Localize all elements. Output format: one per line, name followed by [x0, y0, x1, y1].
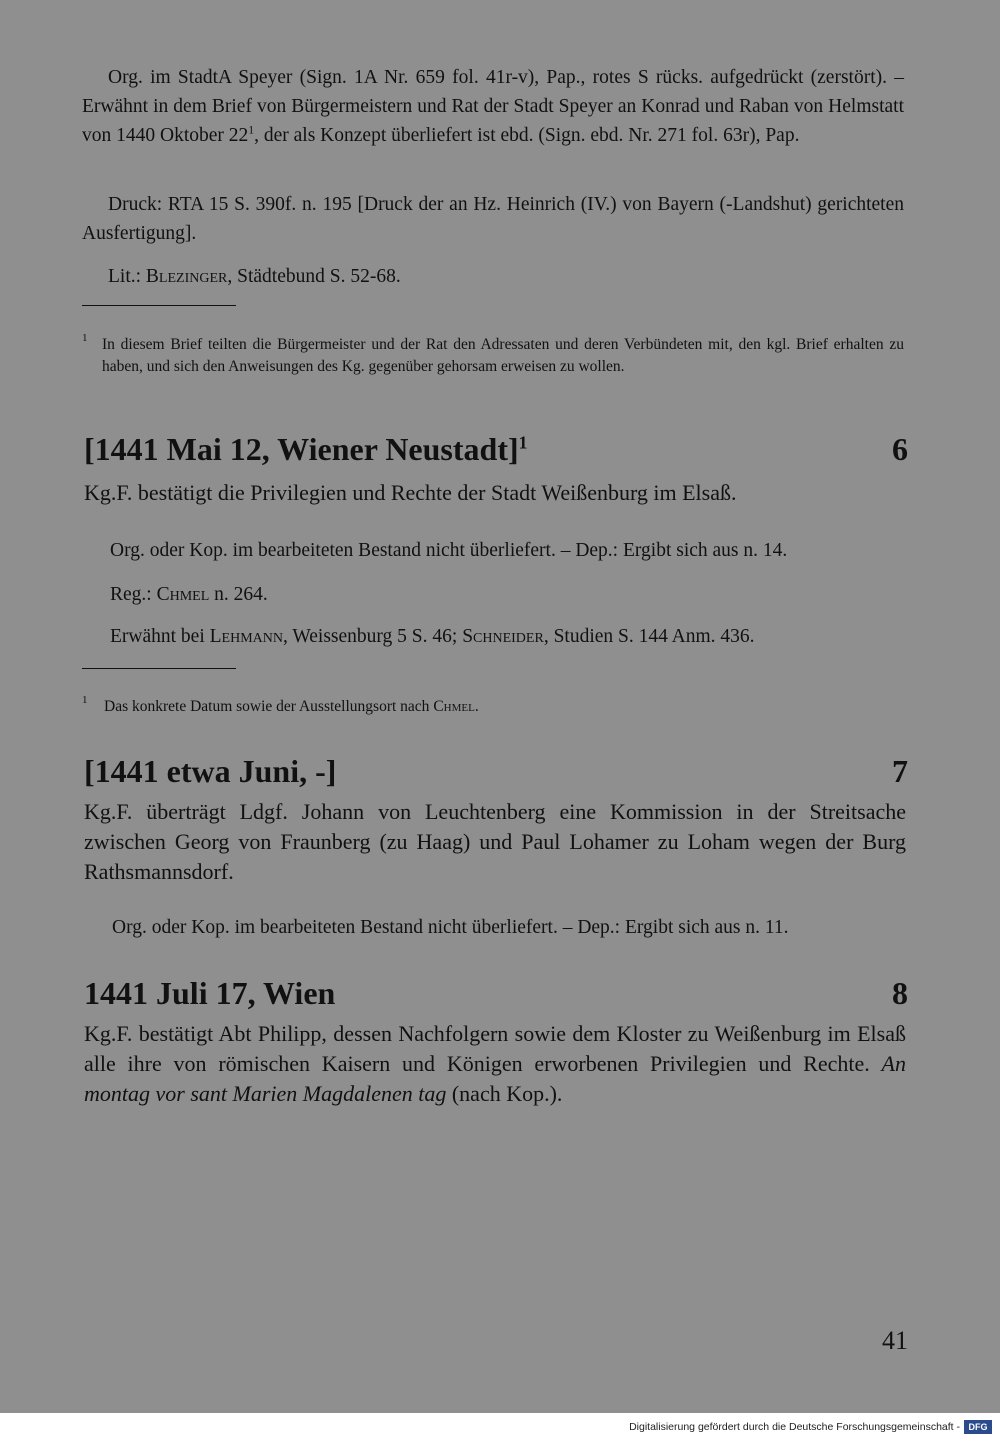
footnote-divider: [82, 668, 236, 669]
page-number: 41: [882, 1326, 908, 1355]
mention-author: Lehmann: [209, 626, 283, 647]
entry-summary: Kg.F. überträgt Ldgf. Johann von Leuchtenberg eine Kommission in der Streitsache zwischen Georg von Fraunberg (zu Haag) und Paul Lohamer zu Loham wegen der Burg Rathsmannsdorf.: [84, 799, 906, 884]
lit-author: Blezinger: [145, 266, 228, 287]
reg-tail: n. 264.: [209, 584, 268, 605]
entry-source: Org. oder Kop. im bearbeiteten Bestand nicht überliefert. – Dep.: Ergibt sich aus n. 14.: [110, 540, 788, 561]
entry-number: 8: [892, 975, 908, 1011]
footnote-ref: 1: [518, 432, 528, 453]
reg-prefix: Reg.:: [110, 584, 157, 605]
entry-date-place: [1441 Mai 12, Wiener Neustadt]: [84, 431, 519, 467]
entry-heading: [1441 etwa Juni, -]: [84, 753, 337, 789]
source-text: Org. im StadtA Speyer (Sign. 1A Nr. 659 fol. 41r-v), Pap., rotes S rücks. aufgedrückt (zerstört). – Erwähnt in dem Brief von Bürgermeistern und Rat der Stadt Speyer an Konrad und Raban von Helmstatt von 1440 Oktober 22: [82, 67, 904, 146]
mention-author: Schneider: [462, 626, 544, 647]
entry-regest: [110, 580, 906, 609]
footnote-end: .: [474, 698, 479, 715]
literature-reference: [108, 262, 904, 291]
lit-tail: , Städtebund S. 52-68.: [227, 266, 401, 287]
footnote-divider: [82, 305, 236, 306]
summary-quote: An montag vor sant Marien Magdalenen tag: [84, 1051, 906, 1106]
mention-prefix: Erwähnt bei: [110, 626, 210, 647]
mention-tail: , Studien S. 144 Anm. 436.: [543, 626, 755, 647]
entry-heading: 1441 Juli 17, Wien: [84, 975, 336, 1011]
entry-summary: Kg.F. bestätigt die Privilegien und Rechte der Stadt Weißenburg im Elsaß.: [84, 480, 737, 505]
source-text-tail: , der als Konzept überliefert ist ebd. (Sign. ebd. Nr. 271 fol. 63r), Pap.: [254, 125, 800, 146]
entry-source: Org. oder Kop. im bearbeiteten Bestand nicht überliefert. – Dep.: Ergibt sich aus n. 11.: [112, 917, 789, 938]
dfg-logo-icon: DFG: [964, 1420, 992, 1434]
entry-summary: [84, 1019, 906, 1109]
footnote: 1 In diesem Brief teilten die Bürgermeister und der Rat den Adressaten und deren Verbündeten mit, den kgl. Brief erhalten zu haben, und sich den Anweisungen des Kg. gegenüber gehorsam erweisen zu wollen.: [82, 332, 904, 375]
lit-prefix: Lit.:: [108, 266, 146, 287]
source-paragraph: [82, 63, 904, 150]
summary-text: Kg.F. bestätigt Abt Philipp, dessen Nachfolgern sowie dem Kloster zu Weißenburg im Elsaß alle ihre von römischen Kaisern und Königen erworbenen Privilegien und Rechte.: [84, 1021, 906, 1076]
entry-mention: [110, 622, 906, 651]
mention-mid: , Weissenburg 5 S. 46;: [283, 626, 463, 647]
footnote-text: In diesem Brief teilten die Bürgermeister und der Rat den Adressaten und deren Verbündeten mit, den kgl. Brief erhalten zu haben, und sich den Anweisungen des Kg. gegenüber gehorsam erweisen zu wollen.: [102, 336, 904, 375]
funding-notice: Digitalisierung gefördert durch die Deutsche Forschungsgemeinschaft -: [629, 1421, 960, 1433]
footnote-author: Chmel: [433, 698, 475, 715]
entry-heading: [84, 430, 527, 468]
print-reference: Druck: RTA 15 S. 390f. n. 195 [Druck der an Hz. Heinrich (IV.) von Bayern (-Landshut) gerichteten Ausfertigung].: [82, 194, 904, 244]
reg-author: Chmel: [156, 584, 210, 605]
entry-number: 6: [892, 431, 908, 467]
summary-tail: (nach Kop.).: [446, 1081, 563, 1106]
footer-bar: [0, 1413, 1000, 1439]
footnote-text: Das konkrete Datum sowie der Ausstellungsort nach: [104, 698, 434, 715]
entry-number: 7: [892, 753, 908, 789]
footnote-ref: 1: [248, 123, 255, 137]
footnote: 1 Das konkrete Datum sowie der Ausstellungsort nach Chmel.: [82, 694, 479, 715]
